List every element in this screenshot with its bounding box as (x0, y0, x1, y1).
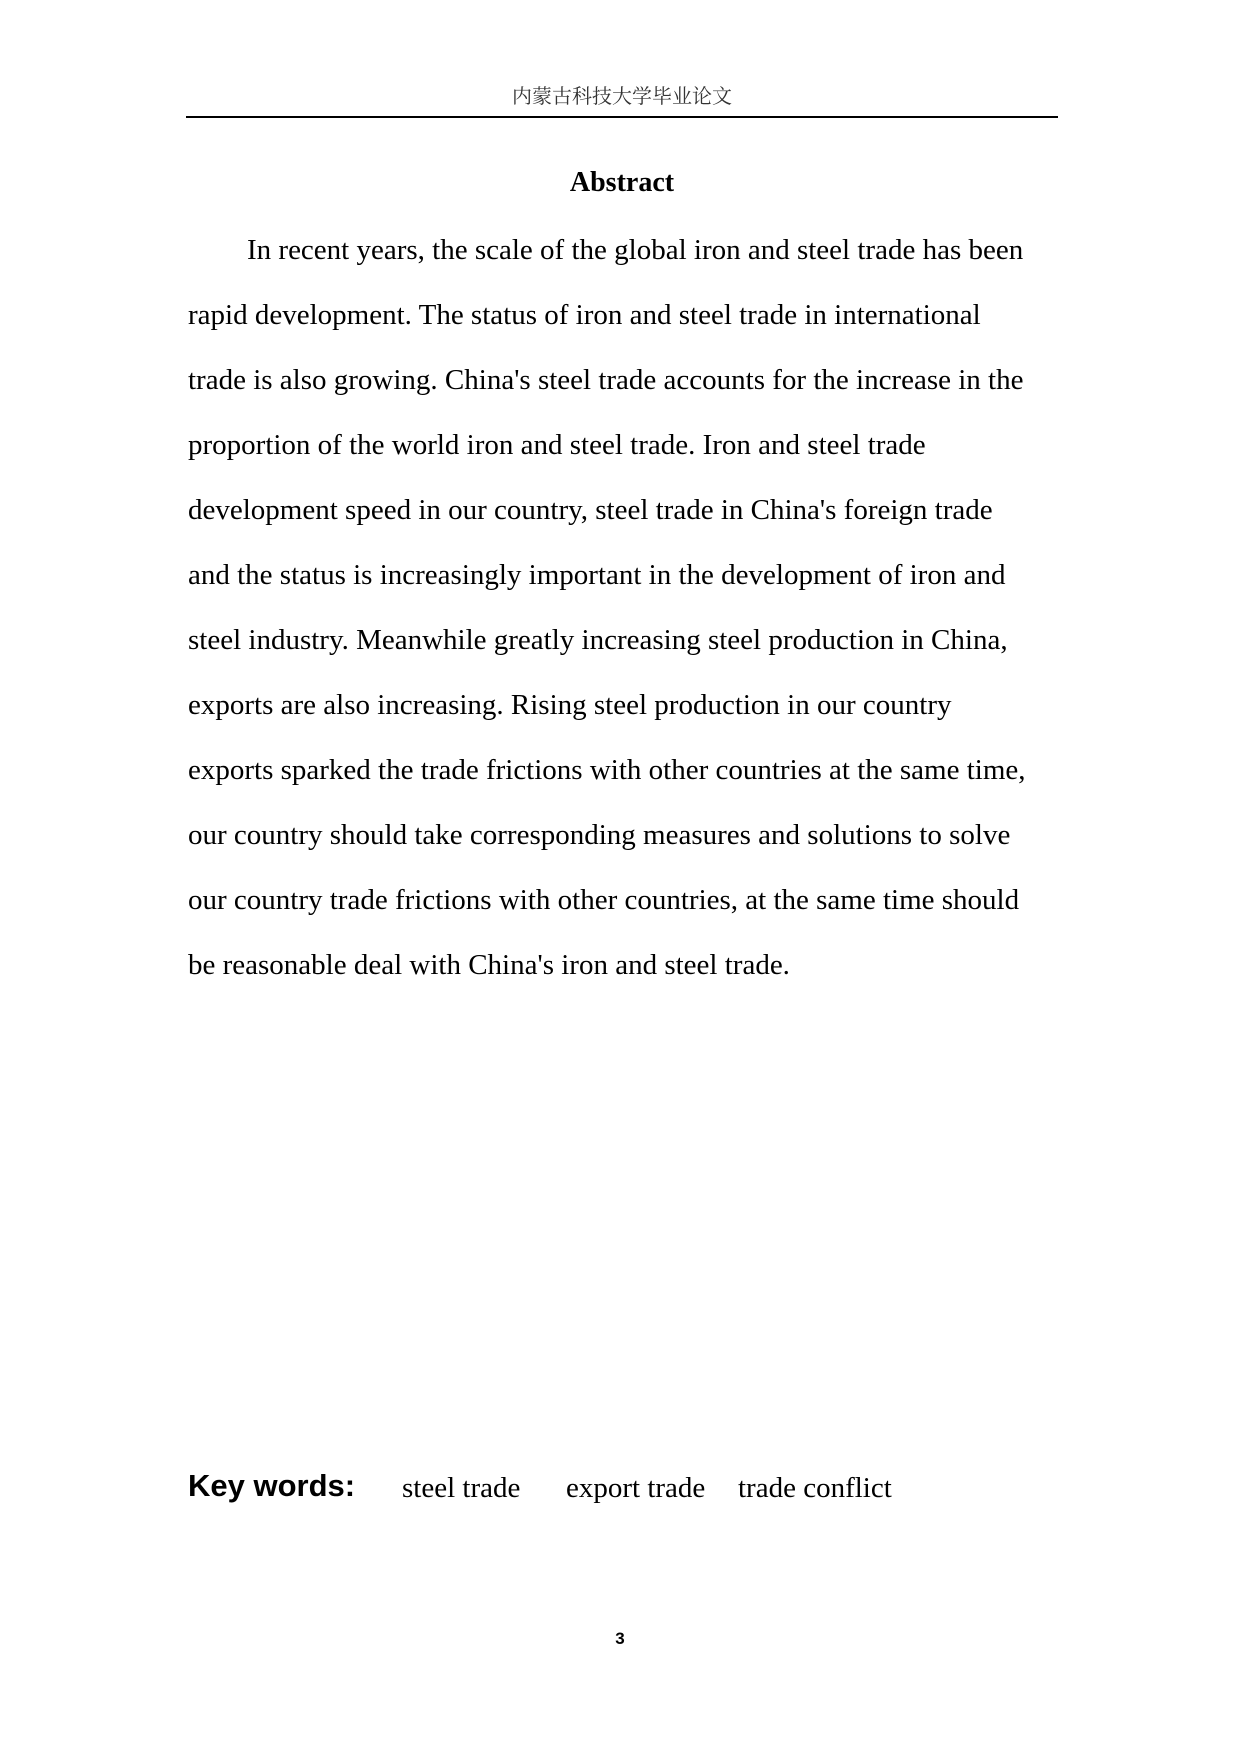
abstract-line: In recent years, the scale of the global iron and steel trade has been (247, 234, 1024, 266)
abstract-line: trade is also growing. China's steel trade accounts for the increase in the (188, 364, 1024, 396)
abstract-line: proportion of the world iron and steel trade. Iron and steel trade (188, 429, 926, 461)
keyword: trade conflict (738, 1472, 892, 1504)
abstract-line: development speed in our country, steel trade in China's foreign trade (188, 494, 993, 526)
abstract-line: our country should take corresponding measures and solutions to solve (188, 819, 1011, 851)
keyword: export trade (566, 1472, 706, 1504)
keyword: steel trade (402, 1472, 521, 1504)
abstract-line: steel industry. Meanwhile greatly increasing steel production in China, (188, 624, 1008, 656)
abstract-line: exports are also increasing. Rising steel production in our country (188, 689, 952, 721)
abstract-line: exports sparked the trade frictions with other countries at the same time, (188, 754, 1026, 786)
abstract-line: and the status is increasingly important in the development of iron and (188, 559, 1006, 591)
page-number: 3 (615, 1629, 625, 1648)
abstract-title: Abstract (569, 167, 675, 198)
abstract-line: be reasonable deal with China's iron and steel trade. (188, 949, 790, 981)
running-header: 内蒙古科技大学毕业论文 (512, 84, 732, 108)
abstract-body (188, 226, 1068, 1006)
header-rule (186, 116, 1058, 118)
abstract-line: our country trade frictions with other countries, at the same time should (188, 884, 1020, 916)
abstract-line: rapid development. The status of iron and steel trade in international (188, 299, 981, 331)
keywords-label: Key words: (188, 1468, 356, 1503)
